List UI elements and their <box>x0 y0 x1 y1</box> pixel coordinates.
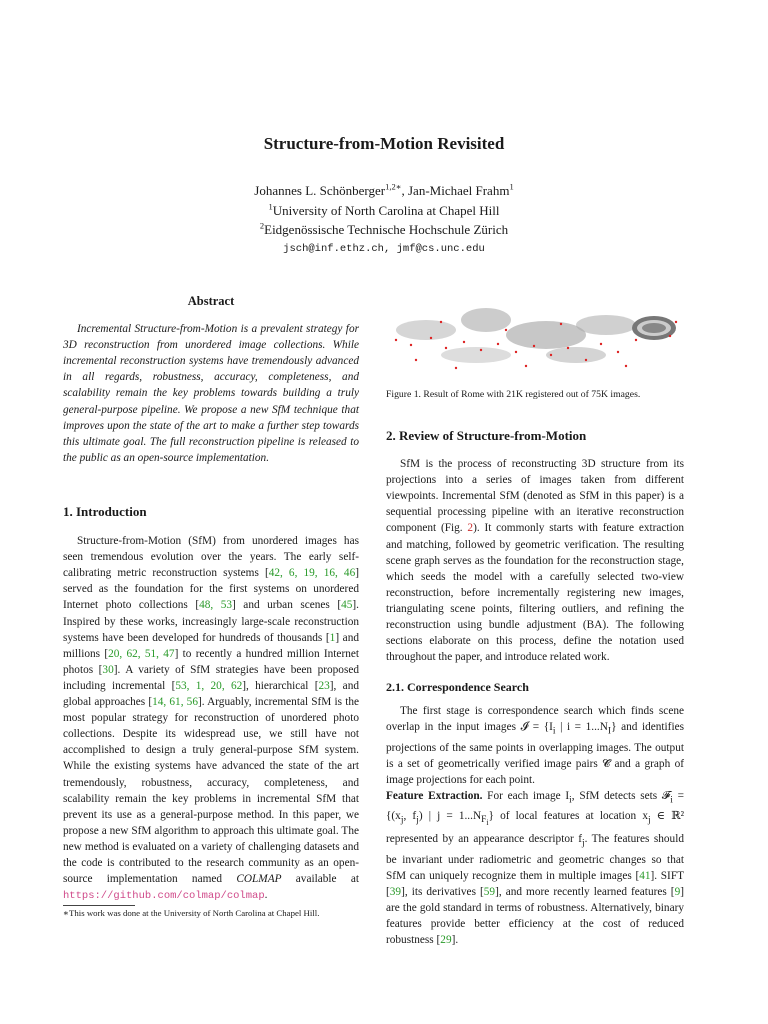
citation-link[interactable]: 29 <box>440 934 452 947</box>
review-paragraph: SfM is the process of reconstructing 3D structure from its projections into a series of images taken from different viewpoints. Incremental SfM (denoted as SfM in this paper) is a sequential processing pipeline with an iterative reconstruction component (Fig. 2). It commonly starts with feature extraction and matching, followed by geometric verification. The resulting scene graph serves as the foundation for the reconstruction stage, which seeds the model with a carefully selected two-view reconstruction, before incrementally registering new images, triangulating scene points, filtering outliers, and refining the reconstruction using bundle adjustment (BA). The following sections elaborate on this process, define the notation used throughout the paper, and introduce related work. <box>386 458 684 664</box>
abstract-section <box>63 293 359 466</box>
introduction-section <box>63 504 359 904</box>
correspondence-section <box>386 679 684 948</box>
author-2-superscript: 1 <box>509 181 514 192</box>
citation-link[interactable]: 23 <box>318 679 330 692</box>
footnote: ∗This work was done at the University of North Carolina at Chapel Hill. <box>63 908 320 918</box>
feature-extraction-paragraph: Feature Extraction. For each image $I_i$, SfM detects sets 𝓕$_i$ = {($x_j$, $f_j$) | $j = 1...N_{F_i}$} of local features at location $x_j$ ∈ ℝ² represented by an appearance descriptor $f_j$. The features should be invariant under radiometric and geometric changes so that SfM can uniquely recognize them in multiple images [41]. SIFT [39], its derivatives [59], and more recently learned features [9] are the gold standard in terms of robustness. Alternatively, binary features provide better efficiency at the cost of reduced robustness [29]. <box>386 789 684 947</box>
citation-link[interactable]: 45 <box>341 599 353 612</box>
introduction-paragraph: Structure-from-Motion (SfM) from unordered images has seen tremendous evolution over the years. The early self-calibrating metric reconstruction systems [42, 6, 19, 16, 46] served as the foundation for the first systems on unordered Internet photo collections [48, 53] and urban scenes [45]. Inspired by these works, increasingly large-scale reconstruction systems have been developed for hundreds of thousands [1] and millions [20, 62, 51, 47] to recently a hundred million Internet photos [30]. A variety of SfM strategies have been proposed including incremental [53, 1, 20, 62], hierarchical [23], and global approaches [14, 61, 56]. Arguably, incremental SfM is the most popular strategy for reconstruction of unordered photo collections. Despite its widespread use, we still have not accomplished to design a truly general-purpose SfM system. While the existing systems have advanced the state of the art tremendously, robustness, accuracy, completeness, and scalability remain the key problems in incremental SfM that prevent its use as a general-purpose method. In this paper, we propose a new SfM algorithm to approach this ultimate goal. The new method is evaluated on a variety of challenging datasets and the code is contributed to the research community as an open-source implementation named COLMAP available at https://github.com/colmap/colmap. <box>63 535 360 903</box>
author-2: Jan-Michael Frahm <box>408 183 510 198</box>
affiliation-1-superscript: 1 <box>268 201 273 212</box>
author-separator: , <box>401 183 408 198</box>
citation-link[interactable]: 20, 62, 51, 47 <box>108 647 175 660</box>
review-section <box>386 428 684 665</box>
citation-link[interactable]: 48, 53 <box>199 599 233 612</box>
rome-reconstruction-figure <box>386 300 684 378</box>
citation-link[interactable]: 9 <box>674 885 681 898</box>
citation-link[interactable]: 59 <box>483 885 496 898</box>
point-cloud <box>396 308 676 363</box>
author-line <box>0 183 768 199</box>
colmap-name: COLMAP <box>236 873 282 886</box>
feature-extraction-lead: Feature Extraction. <box>386 789 483 802</box>
citation-link[interactable]: 53, 1, 20, 62 <box>175 679 243 692</box>
introduction-heading: 1. Introduction <box>63 504 147 519</box>
citation-link[interactable]: 39 <box>389 885 402 898</box>
author-1: Johannes L. Schönberger <box>254 183 386 198</box>
author-1-superscript: 1,2∗ <box>385 181 402 192</box>
abstract-heading: Abstract <box>187 294 235 308</box>
figure-link[interactable]: 2 <box>467 522 474 535</box>
affiliation-2-name: Eidgenössische Technische Hochschule Zürich <box>264 222 509 237</box>
author-emails: jsch@inf.ethz.ch, jmf@cs.unc.edu <box>283 243 485 255</box>
abstract-text: Incremental Structure-from-Motion is a prevalent strategy for 3D reconstruction from unordered image collections. While incremental reconstruction systems have tremendously advanced in all regards, robustness, accuracy, completeness, and scalability remain the key problems towards building a truly general-purpose pipeline. We propose a new SfM technique that improves upon the state of the art to make a further step towards this ultimate goal. The full reconstruction pipeline is released to the public as an open-source implementation. <box>63 323 359 464</box>
paper-title: Structure-from-Motion Revisited <box>263 134 505 153</box>
figure-caption: Figure 1. Result of Rome with 21K registered out of 75K images. <box>386 389 641 400</box>
footnote-divider <box>63 905 135 906</box>
correspondence-paragraph: The first stage is correspondence search which finds scene overlap in the input images 𝓘 = {$I_i$ | $i = 1...N_I$} and identifies projections of the same points in overlapping images. The output is a set of geometrically verified image pairs 𝓒̄ and a graph of image projections for each point. <box>386 705 684 786</box>
citation-link[interactable]: 14, 61, 56 <box>152 696 198 709</box>
affiliation-1 <box>0 203 768 219</box>
citation-link[interactable]: 1 <box>329 631 336 644</box>
affiliation-2 <box>0 222 768 238</box>
affiliation-1-name: University of North Carolina at Chapel Hill <box>272 203 500 218</box>
citation-link[interactable]: 41 <box>639 869 651 882</box>
citation-link[interactable]: 30 <box>102 663 114 676</box>
citation-link[interactable]: 42, 6, 19, 16, 46 <box>268 567 356 580</box>
review-heading: 2. Review of Structure-from-Motion <box>386 428 587 443</box>
correspondence-heading: 2.1. Correspondence Search <box>386 680 529 694</box>
affiliation-2-superscript: 2 <box>259 220 265 231</box>
github-link[interactable]: https://github.com/colmap/colmap <box>63 890 265 903</box>
